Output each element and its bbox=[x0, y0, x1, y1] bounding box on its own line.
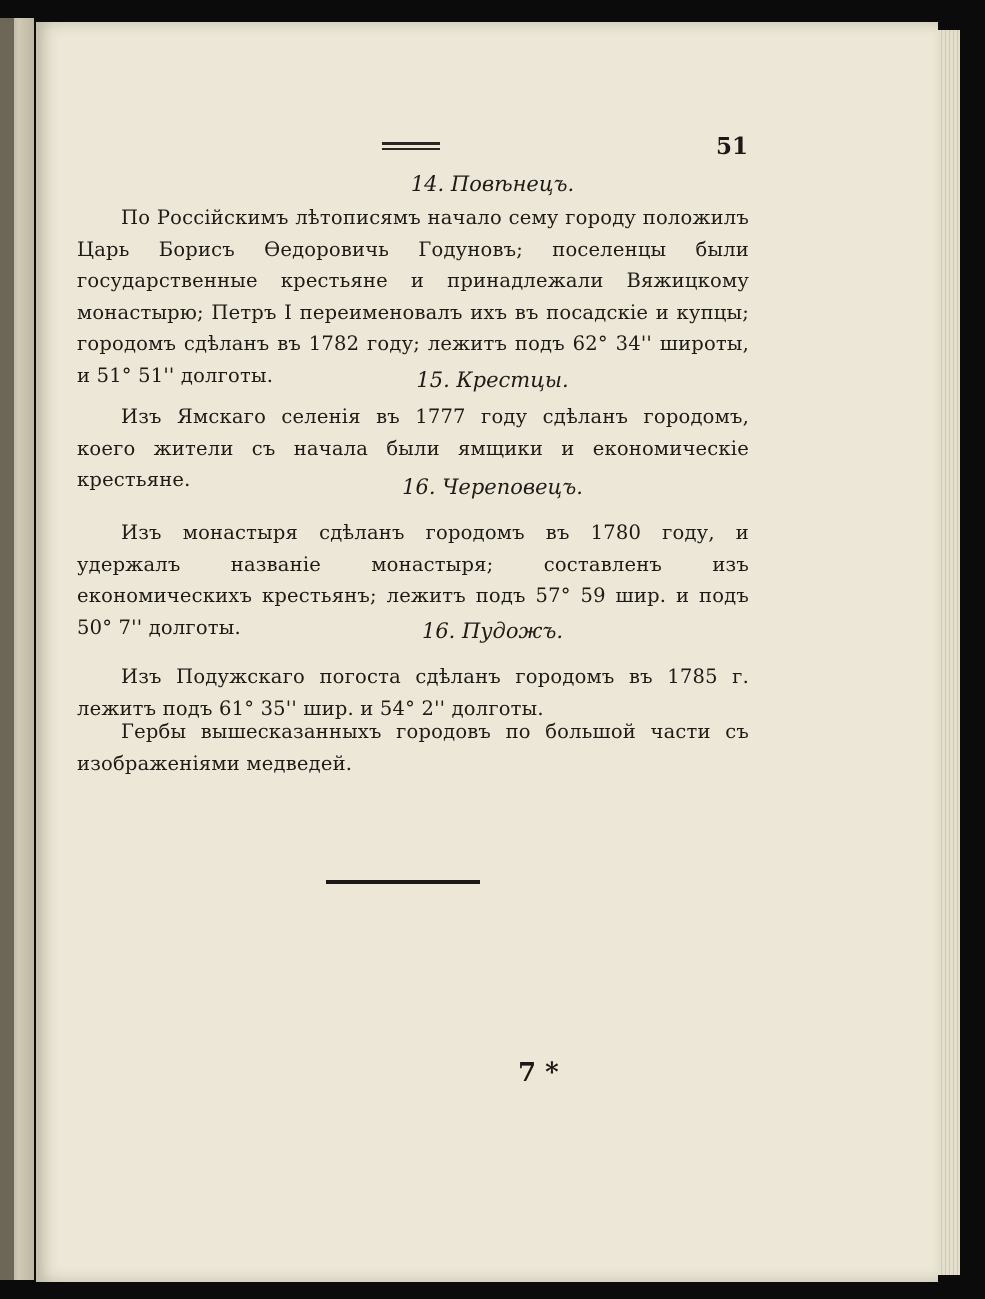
section-text-cherepovets: Изъ монастыря сдѣланъ городомъ въ 1780 году, и удержалъ названіе монастыря; составленъ изъ економическихъ крестьянъ; лежитъ подъ 57° 59 шир. и подъ 50° 7'' долготы. bbox=[77, 521, 749, 639]
section-title-povenets: 14. Повѣнецъ. bbox=[410, 172, 575, 196]
section-title-pudozh: 16. Пудожъ. bbox=[421, 619, 564, 643]
left-page-binding bbox=[0, 18, 14, 1280]
printer-signature-mark: 7 * bbox=[518, 1058, 559, 1088]
section-title-cherepovets: 16. Череповецъ. bbox=[402, 475, 583, 499]
section-text-kresttsy: Изъ Ямскаго селенія въ 1777 году сдѣланъ городомъ, коего жители съ начала были ямщики и економическіе крестьяне. bbox=[77, 405, 749, 491]
footer-rule bbox=[326, 880, 480, 884]
section-title-kresttsy: 15. Крестцы. bbox=[416, 368, 569, 392]
header-ornament-rule bbox=[382, 142, 440, 150]
section-text-pudozh: Изъ Подужскаго погоста сдѣланъ городомъ въ 1785 г. лежитъ подъ 61° 35'' шир. и 54° 2'' долготы. bbox=[77, 665, 749, 720]
section-text-povenets: По Россійскимъ лѣтописямъ начало сему городу положилъ Царь Борисъ Ѳедоровичь Годуновъ; поселенцы были государственные крестьяне и принадлежали Вяжицкому монастырю; Петръ I переименовалъ ихъ въ посадскіе и купцы; городомъ сдѣланъ въ 1782 году; лежитъ подъ 62° 34'' широты, и 51° 51'' долготы. bbox=[77, 206, 749, 387]
page-number: 51 bbox=[716, 133, 749, 160]
section-text-coats-of-arms: Гербы вышесказанныхъ городовъ по большой части съ изображеніями медведей. bbox=[77, 720, 749, 775]
